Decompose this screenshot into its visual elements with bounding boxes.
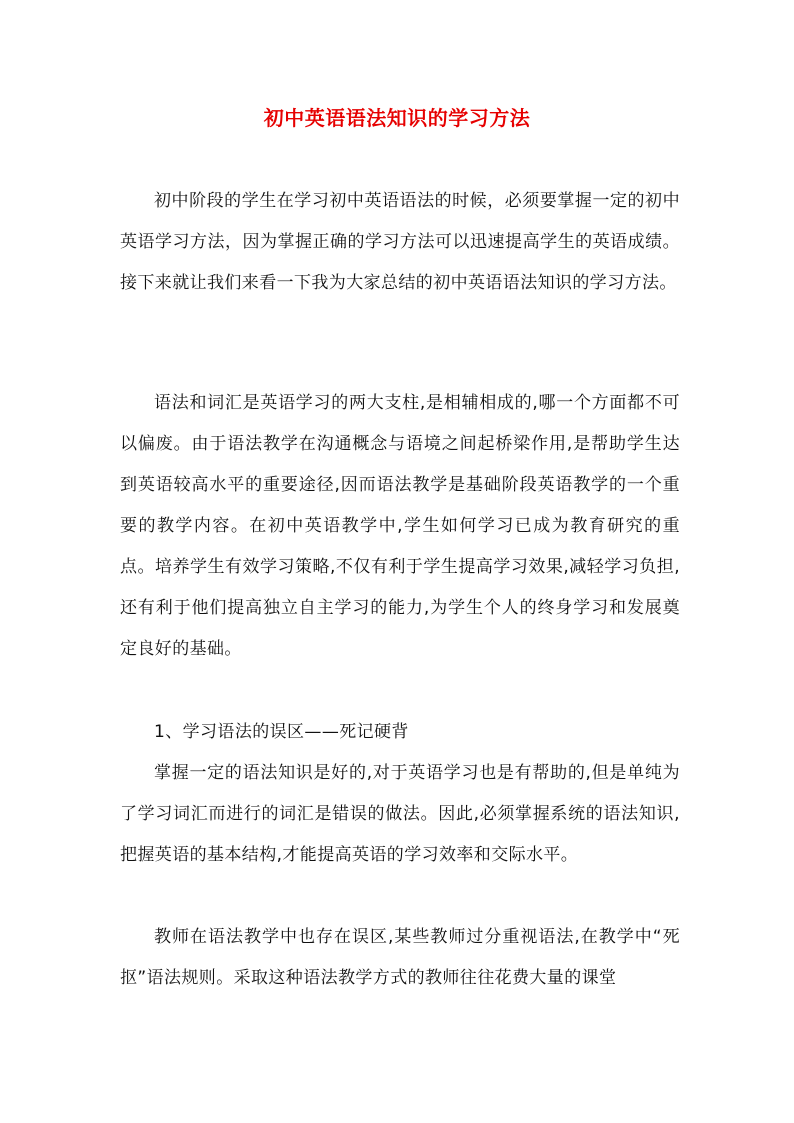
document-title: 初中英语语法知识的学习方法 — [263, 106, 531, 130]
section-heading-1: 1、学习语法的误区——死记硬背 — [154, 722, 409, 742]
section-1-paragraph: 掌握一定的语法知识是好的,对于英语学习也是有帮助的,但是单纯为了学习词汇而进行的词汇是错误的做法。因此,必须掌握系统的语法知识,把握英语的基本结构,才能提高英语的学习效率和交际水平。 — [120, 763, 680, 865]
teacher-misconception-paragraph: 教师在语法教学中也存在误区,某些教师过分重视语法,在教学中“死抠”语法规则。采取这种语法教学方式的教师往往花费大量的课堂 — [120, 927, 680, 988]
grammar-vocabulary-paragraph: 语法和词汇是英语学习的两大支柱,是相辅相成的,哪一个方面都不可以偏废。由于语法教学在沟通概念与语境之间起桥梁作用,是帮助学生达到英语较高水平的重要途径,因而语法教学是基础阶段英语教学的一个重要的教学内容。在初中英语教学中,学生如何学习已成为教育研究的重点。培养学生有效学习策略,不仅有利于学生提高学习效果,减轻学习负担,还有利于他们提高独立自主学习的能力,为学生个人的终身学习和发展奠定良好的基础。 — [120, 393, 680, 659]
intro-paragraph: 初中阶段的学生在学习初中英语语法的时候，必须要掌握一定的初中英语学习方法，因为掌握正确的学习方法可以迅速提高学生的英语成绩。接下来就让我们来看一下我为大家总结的初中英语语法知识的学习方法。 — [120, 191, 680, 293]
